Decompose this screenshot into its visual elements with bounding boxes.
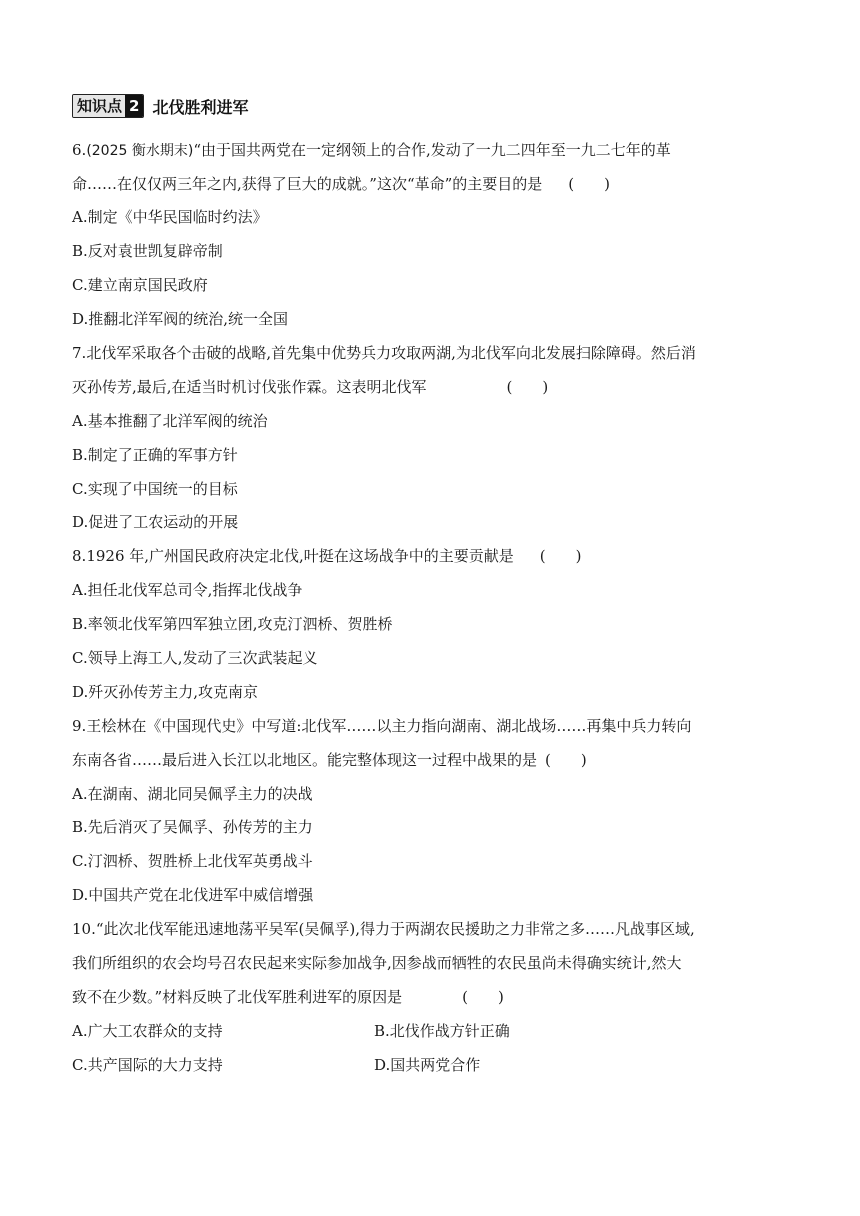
q10-option-a: A.广大工农群众的支持 — [72, 1022, 223, 1040]
q8-option-a: A.担任北伐军总司令,指挥北伐战争 — [72, 581, 303, 599]
section-header — [72, 94, 248, 118]
q7-stem-line-2 — [72, 377, 548, 397]
q8-number: 8. — [72, 547, 87, 565]
q6-option-d: D.推翻北洋军阀的统治,统一全国 — [72, 310, 289, 328]
q9-stem-line-1 — [72, 716, 691, 736]
q6-stem-line-2 — [72, 174, 610, 194]
q9-text: 王桧林在《中国现代史》中写道:北伐军……以主力指向湖南、湖北战场……再集中兵力转向 — [86, 717, 692, 735]
q9-text: 东南各省……最后进入长江以北地区。能完整体现这一过程中战果的是 — [72, 751, 538, 769]
q10-stem-line-2: 我们所组织的农会均号召农民起来实际参加战争,因参战而牺牲的农民虽尚未得确实统计,然大 — [72, 954, 682, 972]
q8-answer-bracket: ( ) — [539, 547, 582, 565]
q6-stem-line-1 — [72, 140, 671, 161]
q9-option-a: A.在湖南、湖北同吴佩孚主力的决战 — [72, 785, 313, 803]
q7-answer-bracket: ( ) — [506, 378, 549, 396]
q7-option-a: A.基本推翻了北洋军阀的统治 — [72, 412, 268, 430]
q7-stem-line-1 — [72, 343, 696, 363]
q10-answer-bracket: ( ) — [462, 988, 504, 1006]
q6-source: (2025 衡水期末) — [86, 143, 194, 159]
q10-option-c: C.共产国际的大力支持 — [72, 1056, 223, 1074]
q10-stem-line-3 — [72, 987, 504, 1007]
q7-text: 灭孙传芳,最后,在适当时机讨伐张作霖。这表明北伐军 — [72, 378, 427, 396]
q7-option-c: C.实现了中国统一的目标 — [72, 480, 238, 498]
knowledge-point-badge — [72, 94, 144, 118]
q6-option-b: B.反对袁世凯复辟帝制 — [72, 242, 223, 260]
q6-text: “由于国共两党在一定纲领上的合作,发动了一九二四年至一九二七年的革 — [193, 141, 671, 159]
q8-text: 1926 年,广州国民政府决定北伐,叶挺在这场战争中的主要贡献是 — [86, 547, 514, 565]
q7-option-d: D.促进了工农运动的开展 — [72, 513, 239, 531]
q10-number: 10. — [72, 920, 96, 938]
q9-option-c: C.汀泗桥、贺胜桥上北伐军英勇战斗 — [72, 852, 313, 870]
q8-option-b: B.率领北伐军第四军独立团,攻克汀泗桥、贺胜桥 — [72, 615, 393, 633]
q9-number: 9. — [72, 717, 87, 735]
q6-text: 命……在仅仅两三年之内,获得了巨大的成就。”这次“革命”的主要目的是 — [72, 175, 543, 193]
q10-option-d: D.国共两党合作 — [374, 1056, 481, 1074]
q10-stem-line-1 — [72, 919, 695, 939]
q8-option-c: C.领导上海工人,发动了三次武装起义 — [72, 649, 318, 667]
badge-label: 知识点 — [73, 95, 125, 117]
q8-option-d: D.歼灭孙传芳主力,攻克南京 — [72, 683, 259, 701]
q7-number: 7. — [72, 344, 87, 362]
section-title: 北伐胜利进军 — [152, 97, 249, 117]
q6-answer-bracket: ( ) — [568, 175, 610, 193]
q6-option-c: C.建立南京国民政府 — [72, 276, 208, 294]
q7-text: 北伐军采取各个击破的战略,首先集中优势兵力攻取两湖,为北伐军向北发展扫除障碍。然后消 — [86, 344, 696, 362]
q9-answer-bracket: ( ) — [545, 751, 587, 769]
q7-option-b: B.制定了正确的军事方针 — [72, 446, 238, 464]
q10-text: “此次北伐军能迅速地荡平吴军(吴佩孚),得力于两湖农民援助之力非常之多……凡战事区域, — [95, 920, 695, 938]
q6-number: 6. — [72, 141, 87, 159]
q9-stem-line-2 — [72, 750, 587, 770]
q9-option-d: D.中国共产党在北伐进军中威信增强 — [72, 886, 314, 904]
q10-option-b: B.北伐作战方针正确 — [374, 1022, 510, 1040]
q6-option-a: A.制定《中华民国临时约法》 — [72, 208, 268, 226]
q10-text: 致不在少数。”材料反映了北伐军胜利进军的原因是 — [72, 988, 403, 1006]
q9-option-b: B.先后消灭了吴佩孚、孙传芳的主力 — [72, 818, 313, 836]
q8-stem-line-1 — [72, 546, 582, 566]
badge-number: 2 — [125, 95, 143, 117]
